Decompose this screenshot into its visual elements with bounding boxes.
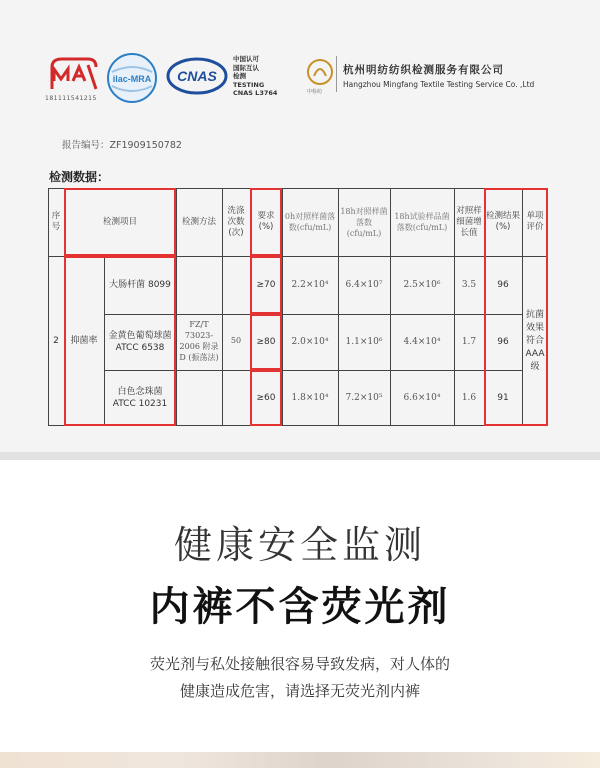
h18-control-value: 6.4×10⁷	[345, 280, 383, 290]
requirement-value: ≥60	[256, 393, 276, 403]
growth-value: 1.7	[461, 337, 477, 347]
ilac-mra-logo	[106, 52, 158, 104]
header-method: 检测方法	[181, 216, 216, 227]
header-result: 检测结果(%)	[486, 211, 521, 232]
promo-desc-line-2: 健康造成危害，请选择无荧光剂内裤	[179, 682, 420, 700]
header-seq: 序号	[51, 211, 61, 232]
cma-logo	[48, 55, 100, 93]
cnas-line: TESTING	[233, 80, 265, 89]
header-0h-control: 0h对照样菌落数(cfu/mL)	[284, 212, 336, 232]
highlight-box-item-header	[64, 188, 176, 256]
header-18h-test: 18h试验样品菌落数(cfu/mL)	[394, 212, 450, 232]
highlight-box-req	[250, 314, 282, 370]
category-label: 抑菌率	[70, 336, 98, 346]
header-evaluation: 单项评价	[526, 211, 544, 232]
h18-control-value: 7.2×10⁵	[345, 393, 383, 403]
header-18h-control: 18h对照样菌落数(cfu/mL)	[340, 206, 388, 238]
requirement-value: ≥70	[256, 280, 276, 290]
method-value: FZ/T 73023-2006 附录D (振荡法)	[179, 320, 219, 362]
cnas-line: 国际互认	[233, 63, 259, 72]
growth-value: 3.5	[461, 280, 477, 290]
cnas-accreditation-text	[233, 55, 277, 98]
bacteria-name: 白色念珠菌 ATCC 10231	[112, 387, 168, 409]
h18-test-value: 2.5×10⁶	[403, 280, 441, 290]
mingfang-logo	[306, 58, 334, 86]
h0-value: 2.2×10⁴	[291, 280, 329, 290]
h18-test-value: 4.4×10⁴	[403, 337, 441, 347]
report-number: 报告编号：ZF1909150782	[62, 140, 182, 151]
cnas-line: 中国认可	[233, 55, 259, 63]
evaluation-value: 抗菌效果符合AAA级	[525, 309, 545, 372]
cnas-line: 检测	[233, 72, 246, 80]
svg-text:CNAS: CNAS	[177, 68, 217, 84]
bacteria-name: 大肠杆菌 8099	[109, 280, 171, 290]
cnas-line: CNAS L3764	[233, 89, 278, 97]
cnas-logo	[166, 56, 228, 96]
divider	[336, 56, 337, 92]
header-growth: 对照样细菌增长值	[456, 205, 482, 238]
requirement-value: ≥80	[256, 337, 276, 347]
company-name-en: Hangzhou Mingfang Textile Testing Service Co. ,Ltd	[343, 80, 535, 89]
bacteria-name: 金黄色葡萄球菌 ATCC 6538	[108, 331, 172, 353]
highlight-box-items	[64, 256, 176, 426]
mingfang-logo-caption: 中检纺	[307, 89, 323, 95]
company-name-cn: 杭州明纺纺织检测服务有限公司	[343, 64, 504, 76]
result-value: 96	[497, 280, 509, 290]
header-wash: 洗涤次数(次)	[227, 205, 245, 238]
fabric-photo-strip	[0, 752, 600, 768]
result-value: 91	[497, 393, 509, 403]
h0-value: 1.8×10⁴	[291, 393, 329, 403]
section-divider	[0, 452, 600, 460]
header-item: 检测项目	[102, 216, 137, 227]
highlight-box-req-header	[250, 188, 282, 256]
section-title: 检测数据：	[49, 170, 110, 184]
wash-times-value: 50	[230, 336, 242, 345]
seq-value: 2	[53, 336, 59, 346]
promo-title-1: 健康安全监测	[173, 523, 426, 567]
h18-control-value: 1.1×10⁶	[345, 337, 383, 347]
result-value: 96	[497, 337, 509, 347]
h18-test-value: 6.6×10⁴	[403, 393, 441, 403]
header-requirement: 要求(%)	[257, 211, 275, 232]
promo-desc-line-1: 荧光剂与私处接触很容易导致发病，对人体的	[149, 655, 450, 673]
h0-value: 2.0×10⁴	[291, 337, 329, 347]
highlight-box-req	[250, 256, 282, 314]
cma-number: 181111541215	[45, 95, 97, 102]
promo-title-2: 内裤不含荧光剂	[149, 584, 451, 630]
highlight-box-result-eval	[484, 188, 548, 426]
growth-value: 1.6	[461, 393, 477, 403]
test-data-table	[48, 188, 548, 426]
svg-text:ilac-MRA: ilac-MRA	[112, 74, 152, 84]
highlight-box-req	[250, 370, 282, 426]
